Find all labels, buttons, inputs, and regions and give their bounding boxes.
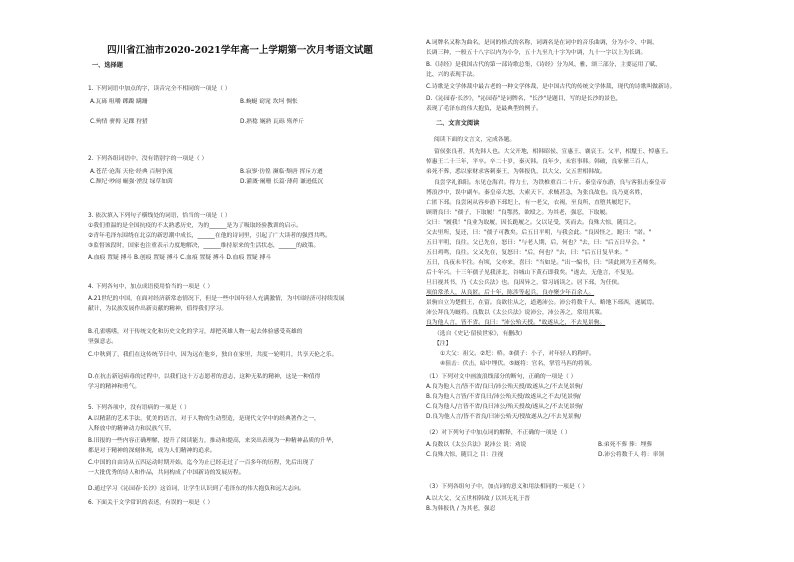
q3-options: A.血痕 置疑 搏斗 B.创痕 置疑 搏斗 C.血痕 置疑 搏斗 D.血痕 置疑 搏斗 [88, 255, 272, 261]
q6-option-d-line1: D.《沁园春·长沙》，"沁园春"是词牌名，"长沙"是题目，写的是长沙的景色， [426, 96, 622, 102]
q1-option-b: B.蜿蜒 窈窕 坎坷 惆怅 [240, 99, 298, 105]
note-line: ④狙击：伏击，暗中埋伏。⑤厩将：官名，掌管马匹的将领。 [440, 361, 596, 367]
passage-line: 悼惠王二十三年，平卒。卒二十岁，秦灭韩。良年少，未宦事韩。韩破，良家僮三百人， [426, 159, 653, 165]
passage-source: （选自《史记·留侯世家》，有删改） [434, 331, 526, 337]
q4-option-a-line2: 献计，为民族发展作出新贡献的精神，值得我们学习。 [88, 306, 228, 312]
q2-option-d: D.灌溉·阑珊 长篇·薄荷 谦逊低沉 [240, 179, 324, 185]
passage-intro: 阅读下面的文言文，完成各题。 [434, 137, 516, 143]
q7-option-b: B.良为他人言皆/不省良曰/沛公殆天授/故遂从之不去/见景驹/ [426, 394, 581, 400]
q7-option-d: D.良为他人言/皆不省良/曰沛公殆天/授故遂从之/不去见景驹/ [426, 414, 582, 420]
passage-line: 亡匿下邳。良尝闲从容步游下邳圯上，有一老父，衣褐，至良所，直堕其履圯下， [426, 200, 635, 206]
passage-line: 顾谓良曰："孺子，下取履！"良鄂然，欲殴之。为其老，强忍，下取履。 [426, 210, 612, 216]
passage-line: 良尝学礼淮阳。东见仓海君。得力士，为铁椎重百二十斤。秦皇帝东游，良与客狙击秦皇帝 [434, 180, 666, 186]
q1-stem: 1. 下列词语中加点的字，读音完全不相同的一项是（ ） [88, 86, 231, 92]
q7-option-a: A.良为他人言/皆不省/良曰/沛公殆天授/故遂从之/不去见景驹/ [426, 384, 583, 390]
q8-option-c: C.良殊大惊，随目之 目：注视 [426, 452, 504, 458]
q1-option-d: D.熟稔 娴熟 瓦砾 殇斧斤 [240, 119, 305, 125]
q6-option-b-line2: 比、兴的表现手法。 [426, 72, 479, 78]
q5-option-c-line1: C.中国的自由诗从五四运动时期开始，迄今为止已经走过了一百多年的历程，先后出现了 [88, 460, 315, 466]
q1-option-a: A.瓦砾 咀嚼 踯躅 蹒跚 [90, 99, 148, 105]
passage-line: 父去里所，复还，曰："孺子可教矣。后五日平明，与我会此。"良因怪之，跪曰："诺。" [426, 230, 652, 236]
q4-option-b-line2: 坚强意志。 [88, 339, 117, 345]
q5-option-b-line2: 都是对于精神的深刻体现，成为人们精神的追求。 [88, 448, 216, 454]
passage-line: 弟死不葬，悉以家财求客刺秦王，为韩报仇，以大父、父五世相韩故。 [426, 169, 606, 175]
passage-line: 留侯张良者，其先韩人也。大父开地，相韩昭侯、宣惠王、襄哀王。父平，相釐王、悼惠王。 [434, 149, 672, 155]
q3-sentence-2: ②青年毛泽东围绕在北京的新思潮中成长，______在他的诗词里，引起了广大读者的强烈共鸣。 [88, 233, 331, 239]
passage-line: 五日平明，良往。父已先在，怒曰："与老人期，后，何也？"去，曰："后五日早会。" [426, 240, 646, 246]
q7-option-c: C.良为他人/言皆不省/良曰沛公/殆天授故/遂从之/不去见景驹/ [426, 404, 583, 410]
q4-option-d-line1: D.在抗击新冠病毒的过程中，以我们这十万志愿者的意志，这种无私的精神，这是一种值得 [88, 374, 321, 380]
q5-option-b-line1: B.旧报的一些内容正确理解，提升了阅读能力，推动和提高，来突出表现为一种精神品质的升华， [88, 438, 338, 444]
notes-heading: 【注】 [434, 341, 452, 347]
left-column [88, 0, 390, 562]
passage-line: 景驹自立为楚假王，在留。良欲往从之，道遇沛公。沛公将数千人，略地下邳西，遂属焉。 [426, 300, 658, 306]
q3-sentence-1: ①我们重温的是全国抗疫的不太熟悉历史，为的______是为了吸取经验教训的启示。 [88, 223, 302, 229]
q6-option-a-line2: 长调三种，一般五十八字以内为小令，五十九至九十字为中调，九十一字以上为长调。 [426, 50, 647, 56]
right-column [426, 0, 771, 562]
q6-option-a-line1: A.词牌名又称为曲名，是词的格式的名称，词调名是在词中的音乐曲调，分为小令、中调、 [426, 40, 658, 46]
q8-option-d: D.沛公将数千人 将：率领 [598, 452, 665, 458]
q2-option-b: B.寂寥·彷徨 濒临·颓唐 挥斥方遒 [240, 169, 323, 175]
passage-line: 五日鸡鸣，良往。父又先在，复怒曰："后，何也？"去，曰："后五日复早来。" [426, 250, 628, 256]
q3-stem: 3. 依次填入下列句子横线处的词语，恰当的一项是（ ） [88, 213, 231, 219]
q5-option-d: D.通过学习《沁园春·长沙》这首词，让学生认识到了毛泽东的伟大抱负和远大志向。 [88, 486, 305, 492]
q1-option-c: C.殉情 骈拇 足踝 狩猎 [90, 119, 148, 125]
section-classical-heading: 二、文言文阅读 [436, 120, 480, 127]
passage-line-wavy: 项伯常杀人，从良匿。后十年，陈涉等起兵，良亦聚少年百余人。 [426, 290, 595, 296]
q5-stem: 5. 下列各项中，没有语病的一项是（ ） [88, 405, 190, 411]
q4-option-d-line2: 学习的精神和勇气。 [88, 384, 141, 390]
q8-option-b: B.弟死不葬 葬：埋葬 [598, 442, 653, 448]
q5-option-a-line1: A.以精湛的艺术手法，优美的语言，对于人物的生动塑造，是现代文学中的经典著作之一， [88, 416, 320, 422]
q2-stem: 2. 下列各组词语中，没有错别字的一项是（ ） [88, 156, 208, 162]
passage-line: 父曰："履我！"良业为取履，因长跪履之。父以足受，笑而去。良殊大惊，随目之。 [426, 220, 641, 226]
q6-stem: 6. 下面关于文学常识的表述，有误的一项是（ ） [88, 500, 214, 506]
passage-line: 博浪沙中，误中副车。秦皇帝大怒，大索天下，求贼甚急，为张良故也。良乃更名姓， [426, 190, 647, 196]
passage-line: 旦日视其书，乃《太公兵法》也。良因异之，常习诵读之。居下邳，为任侠。 [426, 280, 624, 286]
passage-line-wavy: 良为他人言，皆不省。良曰："沛公殆天授。"故遂从之，不去见景驹。 [426, 320, 606, 326]
passage-line: 沛公拜良为厩将。良数以《太公兵法》说沛公，沛公善之，常用其策。 [426, 310, 606, 316]
q4-option-c: C.中秋到了，我们在这传统节日中，因为远在他乡，独自在家里，共度一轮明月，共享天伦之乐。 [88, 352, 338, 358]
q9-option-b: B.为韩报仇 / 为其老，强忍 [426, 506, 496, 512]
q8-stem: （2）对下列句子中加点词的解释，不正确的一项是（ ） [426, 430, 571, 436]
q4-stem: 4. 下列各句中，加点成语使用恰当的一项是（ ） [88, 284, 214, 290]
q6-option-d-line2: 表现了毛泽东的伟大抱负，是最典型的例子。 [426, 106, 542, 112]
q2-option-a: A.苍茫·沧海 天伦·经典 百舸争流 [90, 169, 173, 175]
q4-option-b-line1: B.孔雀嗜嗜，对于传统文化和历史文化的学习，却把英雄人物一起去体验感受英雄的 [88, 329, 303, 335]
exam-title: 四川省江油市2020-2021学年高一上学期第一次月考语文试题 [107, 45, 373, 56]
q5-option-a-line2: 入释放中的精神动力和民族气节。 [88, 426, 175, 432]
q9-stem: （3）下列各组句子中，加点词的意义和用法相同的一项是（ ） [426, 484, 589, 490]
q5-option-c-line2: 一大批优秀的诗人和作品，共同构成了中国新诗的发展历程。 [88, 470, 245, 476]
q9-option-a: A.以大父、父五世相韩故 / 以其无礼于晋 [426, 496, 531, 502]
q3-sentence-3: ③监督该段时，国家也注重表示力度地解决，______维持原来的生活状态，______的政策。 [88, 243, 320, 249]
q7-stem: （1）下列对文中画波浪线部分的断句，正确的一项是（ ） [426, 374, 577, 380]
q8-option-a: A.良数以《太公兵法》说沛公 说：劝说 [426, 442, 527, 448]
passage-line: 后十年兴。十三年孺子见我济北，谷城山下黄石即我矣。"遂去，无他言，不复见。 [426, 270, 638, 276]
q2-option-c: C.颓圮·吵闹 崛强·湮没 绿草如茵 [90, 179, 173, 185]
q4-option-a-line1: A.21世纪的中国，在面对经济新常态情况下，但是一些中国年轻人充满激情，为中国经济可持续发展 [88, 296, 345, 302]
q6-option-c: C.诗歌是文学体裁中最古老的一种文学体裁，是中国古代的传统文学体裁，现代的诗歌叫做新诗。 [426, 84, 676, 90]
note-line: ①大父：祖父。②圯：桥。③孺子：小子，对年轻人的称呼。 [440, 351, 595, 357]
q6-option-b-line1: B.《诗经》是我国古代的第一部诗歌总集，《诗经》分为风、雅、颂三部分，主要运用了赋、 [426, 62, 661, 68]
section-choice-heading: 一、选择题 [92, 62, 123, 69]
passage-line: 五日，良夜未半往。有顷，父亦来，喜曰："当如是。"出一编书，曰："读此则为王者师矣。 [426, 260, 661, 266]
